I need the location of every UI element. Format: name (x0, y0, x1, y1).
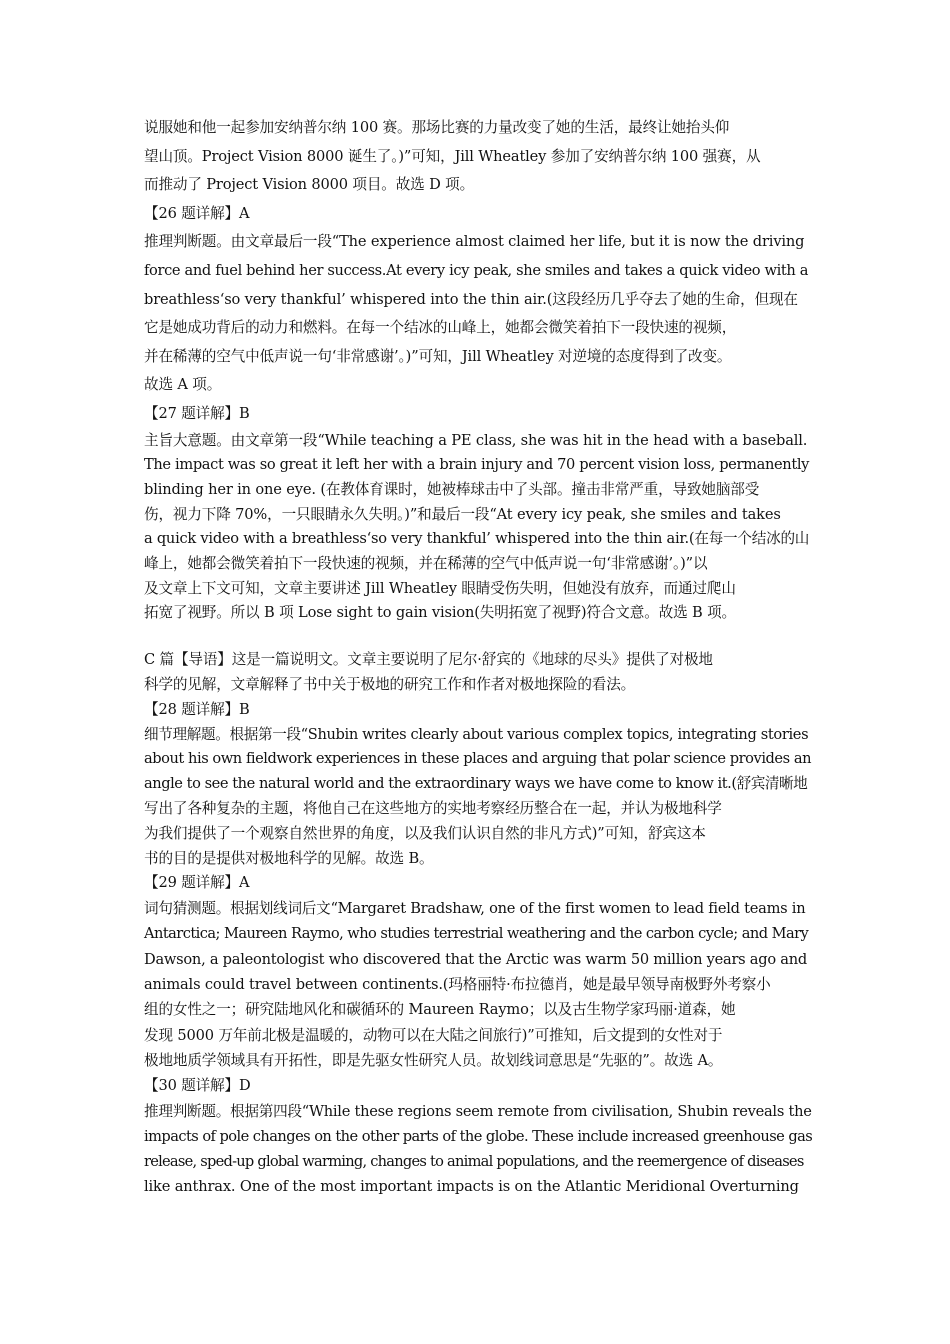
text-line: 故选 A 项。 (144, 376, 222, 394)
text-line: 主旨大意题。由文章第一段“While teaching a PE class, she was hit in the head with a baseball. (144, 431, 808, 449)
text-line: 推理判断题。根据第四段“While these regions seem remote from civilisation, Shubin reveals the (144, 1102, 812, 1120)
text-line: force and fuel behind her success.At every icy peak, she smiles and takes a quick video with a (144, 261, 809, 279)
question-28-heading: 【28 题详解】B (144, 700, 250, 718)
text-line: 推理判断题。由文章最后一段“The experience almost claimed her life, but it is now the driving (144, 233, 805, 251)
section-c-explanations (144, 648, 812, 896)
text-line: 极地地质学领域具有开拓性，即是先驱女性研究人员。故划线词意思是“先驱的”。故选 A。 (144, 1051, 723, 1069)
text-line: 组的女性之一；研究陆地风化和碳循环的 Maureen Raymo；以及古生物学家玛丽·道森，她 (144, 1001, 736, 1019)
text-line: 发现 5000 万年前北极是温暖的，动物可以在大陆之间旅行)”可推知，后文提到的女性对于 (144, 1026, 723, 1044)
text-line: 它是她成功背后的动力和燃料。在每一个结冰的山峰上，她都会微笑着拍下一段快速的视频， (144, 319, 737, 337)
text-line: 为我们提供了一个观察自然世界的角度，以及我们认识自然的非凡方式)”可知，舒宾这本 (144, 824, 706, 842)
text-line: Dawson, a paleontologist who discovered that the Arctic was warm 50 million years ago and (144, 950, 807, 968)
text-line: animals could travel between continents.(玛格丽特·布拉德肖，她是最早领导南极野外考察小 (144, 976, 771, 994)
text-line: about his own fieldwork experiences in these places and arguing that polar science provides an (144, 750, 812, 768)
text-line: like anthrax. One of the most important impacts is on the Atlantic Meridional Overturning (144, 1178, 799, 1196)
text-line: 望山顶。Project Vision 8000 诞生了。)”可知，Jill Wheatley 参加了安纳普尔纳 100 强赛，从 (144, 147, 761, 165)
question-26-heading: 【26 题详解】A (144, 204, 250, 222)
text-line: 说服她和他一起参加安纳普尔纳 100 赛。那场比赛的力量改变了她的生活，最终让她抬头仰 (144, 119, 730, 136)
question-30-heading: 【30 题详解】D (144, 1077, 251, 1095)
text-line: 写出了各种复杂的主题，将他自己在这些地方的实地考察经历整合在一起，并认为极地科学 (144, 799, 722, 817)
text-line: 科学的见解，文章解释了书中关于极地的研究工作和作者对极地探险的看法。 (144, 675, 636, 693)
text-line: 伤，视力下降 70%，一只眼睛永久失明。)”和最后一段“At every icy peak, she smiles and takes (144, 505, 781, 523)
text-line: 细节理解题。根据第一段“Shubin writes clearly about various complex topics, integrating stories (144, 725, 809, 743)
text-line: 及文章上下文可知，文章主要讲述 Jill Wheatley 眼睛受伤失明，但她没有放弃，而通过爬山 (144, 579, 736, 597)
answer-explanation-27-body (144, 429, 809, 627)
text-line: blinding her in one eye. (在教体育课时，她被棒球击中了头部。撞击非常严重，导致她脑部受 (144, 480, 760, 498)
answer-explanations-29-30 (144, 896, 813, 1200)
text-line: 词句猜测题。根据划线词后文“Margaret Bradshaw, one of the first women to lead field teams in (144, 900, 806, 918)
text-line: The impact was so great it left her with a brain injury and 70 percent vision loss, permanently (144, 456, 810, 474)
text-line: angle to see the natural world and the extraordinary ways we have come to know it.(舒宾清晰地 (144, 775, 808, 793)
section-c-intro: C 篇【导语】这是一篇说明文。文章主要说明了尼尔·舒宾的《地球的尽头》提供了对极地 (144, 651, 713, 669)
text-line: 拓宽了视野。所以 B 项 Lose sight to gain vision(失明拓宽了视野)符合文意。故选 B 项。 (144, 604, 736, 622)
paragraph-gap (144, 626, 809, 648)
text-line: a quick video with a breathless‘so very thankful’ whispered into the thin air.(在每一个结冰的山 (144, 530, 810, 548)
text-line: impacts of pole changes on the other parts of the globe. These include increased greenhouse gas (144, 1127, 813, 1145)
text-line: Antarctica; Maureen Raymo, who studies terrestrial weathering and the carbon cycle; and Mary (144, 925, 809, 943)
text-line: release, sped-up global warming, changes to animal populations, and the reemergence of diseases (144, 1153, 804, 1171)
text-line: breathless‘so very thankful’ whispered into the thin air.(这段经历几乎夺去了她的生命，但现在 (144, 290, 798, 308)
text-line: 峰上，她都会微笑着拍下一段快速的视频，并在稀薄的空气中低声说一句‘非常感谢’。)”以 (144, 555, 708, 573)
question-27-heading: 【27 题详解】B (144, 404, 250, 422)
document-page (144, 114, 813, 1200)
text-line: 书的目的是提供对极地科学的见解。故选 B。 (144, 849, 434, 867)
answer-explanations-26-27 (144, 114, 809, 429)
text-line: 而推动了 Project Vision 8000 项目。故选 D 项。 (144, 176, 475, 194)
question-29-heading: 【29 题详解】A (144, 874, 250, 892)
text-line: 并在稀薄的空气中低声说一句‘非常感谢’。)”可知，Jill Wheatley 对逆境的态度得到了改变。 (144, 347, 732, 365)
